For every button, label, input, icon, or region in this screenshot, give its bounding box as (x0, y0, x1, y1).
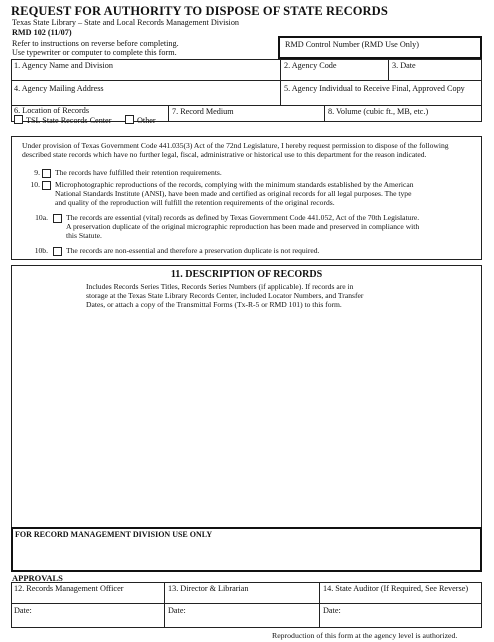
rmd-control-number-field[interactable] (278, 36, 482, 59)
grid-divider (388, 59, 389, 80)
agency-code-field[interactable]: 2. Agency Code (284, 61, 337, 70)
grid-divider (164, 582, 165, 628)
director-librarian-field[interactable]: 13. Director & Librarian (168, 584, 249, 593)
rmd-control-number-label: RMD Control Number (RMD Use Only) (285, 40, 419, 49)
grid-divider (324, 105, 325, 122)
item-10-checkbox[interactable] (42, 181, 51, 190)
item-10-text-line-2: National Standards Institute (ANSI), have been made and certified as original records for all legal purposes. The type (55, 189, 412, 198)
approvals-heading: APPROVALS (12, 573, 63, 583)
grid-divider (168, 105, 169, 122)
item-10-text-line-3: and quality of the reproduction will fulfill the retention requirements of the original records. (55, 198, 335, 207)
footer-note: Reproduction of this form at the agency level is authorized. (272, 631, 458, 640)
record-medium-field[interactable]: 7. Record Medium (172, 107, 234, 116)
authority-intro-line-1: Under provision of Texas Government Code 441.035(3) Act of the 72nd Legislature, I hereby request permission to dispose of the following (22, 141, 449, 150)
agency-mailing-address-field[interactable]: 4. Agency Mailing Address (14, 84, 104, 93)
item-10-number: 10. (30, 180, 40, 189)
rmd-use-only-area[interactable] (11, 527, 482, 572)
item-9-checkbox[interactable] (42, 169, 51, 178)
form-title: REQUEST FOR AUTHORITY TO DISPOSE OF STATE RECORDS (11, 4, 388, 18)
officer-date-field[interactable]: Date: (14, 606, 32, 615)
tsl-records-center-checkbox[interactable] (14, 115, 23, 124)
item-10b-number: 10b. (34, 246, 48, 255)
description-instruction-line-2: storage at the Texas State Library Records Center, included Locator Numbers, and Transfer (86, 291, 364, 300)
description-title: 11. DESCRIPTION OF RECORDS (170, 269, 323, 280)
date-field[interactable]: 3. Date (392, 61, 416, 70)
director-date-field[interactable]: Date: (168, 606, 186, 615)
form-id: RMD 102 (11/07) (12, 28, 72, 37)
grid-divider (11, 80, 482, 81)
rmd-use-only-label: FOR RECORD MANAGEMENT DIVISION USE ONLY (15, 530, 213, 539)
item-10b-text: The records are non-essential and therefore a preservation duplicate is not required. (66, 246, 320, 255)
item-9-text: The records have fulfilled their retention requirements. (55, 168, 222, 177)
other-location-label: Other (137, 116, 156, 125)
item-10a-checkbox[interactable] (53, 214, 62, 223)
description-instruction-line-3: Dates, or attach a copy of the Transmittal Forms (Tx-R-5 or RMD 101) to this form. (86, 300, 342, 309)
tsl-records-center-label: TSL State Records Center (26, 116, 112, 125)
grid-divider (319, 582, 320, 628)
state-auditor-field[interactable]: 14. State Auditor (If Required, See Reverse) (323, 584, 469, 593)
volume-field[interactable]: 8. Volume (cubic ft., MB, etc.) (328, 107, 429, 116)
other-location-option[interactable] (125, 115, 156, 125)
description-of-records-area[interactable] (11, 265, 482, 528)
grid-divider (280, 59, 281, 105)
item-10b-checkbox[interactable] (53, 247, 62, 256)
agency-division: Texas State Library – State and Local Records Management Division (12, 18, 240, 27)
auditor-date-field[interactable]: Date: (323, 606, 341, 615)
agency-individual-field[interactable]: 5. Agency Individual to Receive Final, Approved Copy (284, 84, 465, 93)
instruction-line-2: Use typewriter or computer to complete this form. (12, 48, 177, 57)
location-of-records-label: 6. Location of Records (14, 106, 90, 115)
item-10a-text-line-1: The records are essential (vital) records as defined by Texas Government Code 441.052, Act of the 70th Legislature. (66, 213, 420, 222)
instruction-line-1: Refer to instructions on reverse before completing. (12, 39, 179, 48)
item-9-number: 9. (34, 168, 40, 177)
item-10a-text-line-3: this Statute. (66, 231, 102, 240)
item-10a-text-line-2: A preservation duplicate of the original micrographic reproduction has been made and preserved in compliance with (66, 222, 420, 231)
authority-intro-line-2: described state records which have no further legal, fiscal, administrative or historical use to this department for the reason indicated. (22, 150, 427, 159)
other-location-checkbox[interactable] (125, 115, 134, 124)
grid-divider (11, 603, 482, 604)
item-10-text-line-1: Microphotographic reproductions of the records, complying with the minimum standards established by the American (55, 180, 414, 189)
item-10a-number: 10a. (35, 213, 48, 222)
records-management-officer-field[interactable]: 12. Records Management Officer (14, 584, 124, 593)
description-instruction-line-1: Includes Records Series Titles, Records Series Numbers (if applicable). If records are in (86, 282, 354, 291)
agency-name-field[interactable]: 1. Agency Name and Division (14, 61, 113, 70)
tsl-records-center-option[interactable] (14, 115, 111, 125)
